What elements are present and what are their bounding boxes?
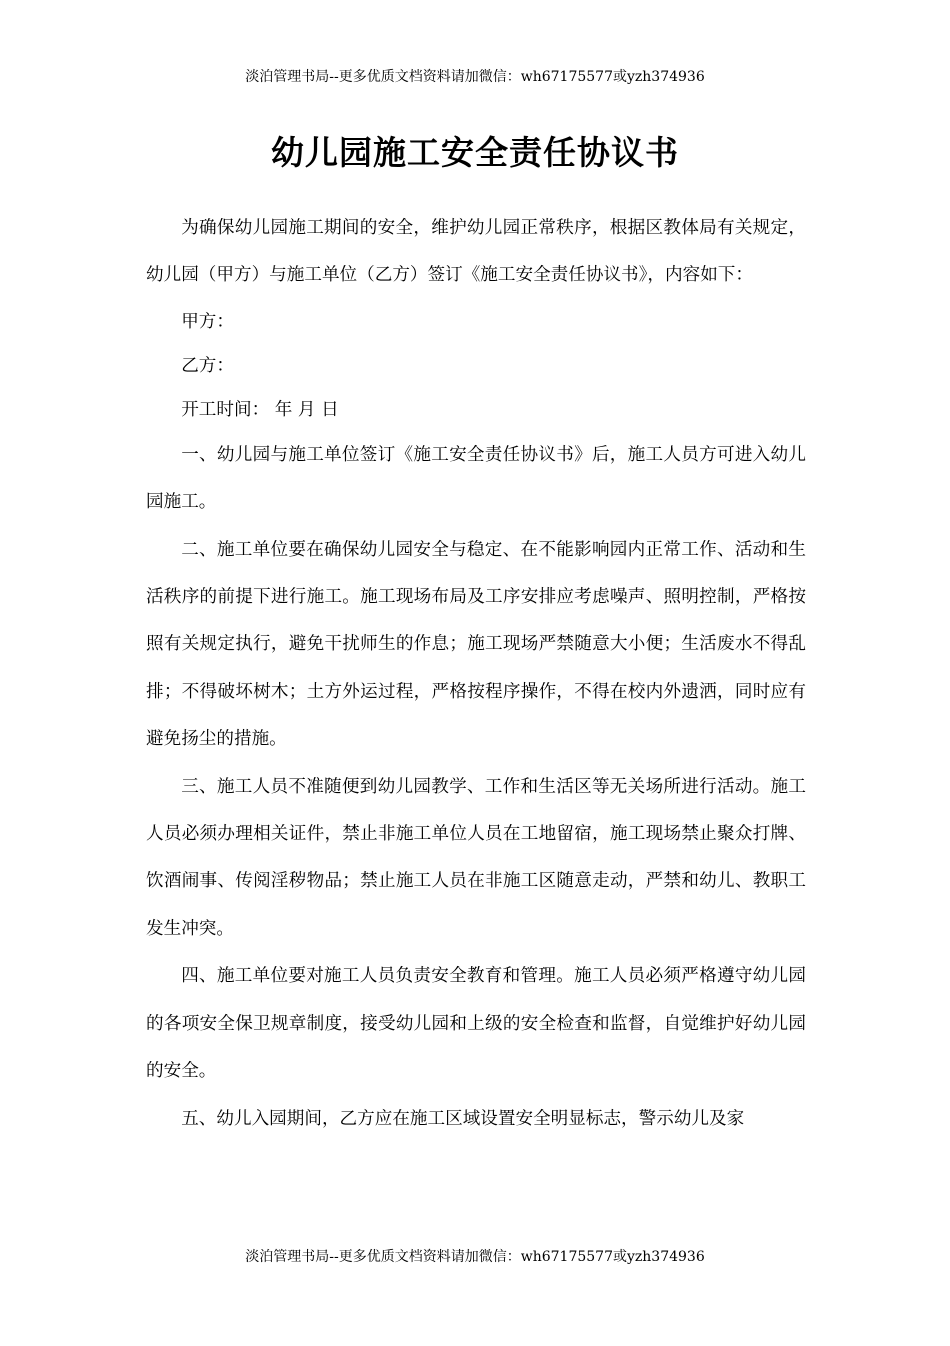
page-header: 淡泊管理书局--更多优质文档资料请加微信：wh67175577或yzh374936: [245, 69, 705, 85]
page-footer: 淡泊管理书局--更多优质文档资料请加微信：wh67175577或yzh374936: [245, 1249, 705, 1265]
clause-5-container: [146, 1096, 806, 1143]
start-date-line: 开工时间： 年 月 日: [181, 399, 339, 420]
party-a-line: 甲方：: [181, 311, 234, 332]
document-body: [146, 205, 806, 1143]
clause-4-paragraph: 四、施工单位要对施工人员负责安全教育和管理。施工人员必须严格遵守幼儿园的各项安全保卫规章制度，接受幼儿园和上级的安全检查和监督，自觉维护好幼儿园的安全。: [146, 966, 806, 1082]
document-title: 幼儿园施工安全责任协议书: [271, 133, 679, 172]
party-b-line: 乙方：: [181, 355, 234, 376]
clause-2-paragraph: 二、施工单位要在确保幼儿园安全与稳定、在不能影响园内正常工作、活动和生活秩序的前提下进行施工。施工现场布局及工序安排应考虑噪声、照明控制，严格按照有关规定执行，避免干扰师生的作息；施工现场严禁随意大小便；生活废水不得乱排；不得破坏树木；土方外运过程，严格按程序操作，不得在校内外遗洒，同时应有避免扬尘的措施。: [146, 539, 806, 750]
clause-5-paragraph: 五、幼儿入园期间，乙方应在施工区域设置安全明显标志，警示幼儿及家: [181, 1108, 745, 1129]
clause-1-paragraph: 一、幼儿园与施工单位签订《施工安全责任协议书》后，施工人员方可进入幼儿园施工。: [146, 444, 806, 513]
intro-paragraph: 为确保幼儿园施工期间的安全，维护幼儿园正常秩序，根据区教体局有关规定，幼儿园（甲方）与施工单位（乙方）签订《施工安全责任协议书》，内容如下：: [146, 218, 806, 286]
clause-3-paragraph: 三、施工人员不准随便到幼儿园教学、工作和生活区等无关场所进行活动。施工人员必须办理相关证件，禁止非施工单位人员在工地留宿，施工现场禁止聚众打牌、饮酒闹事、传阅淫秽物品；禁止施工人员在非施工区随意走动，严禁和幼儿、教职工发生冲突。: [146, 776, 806, 939]
